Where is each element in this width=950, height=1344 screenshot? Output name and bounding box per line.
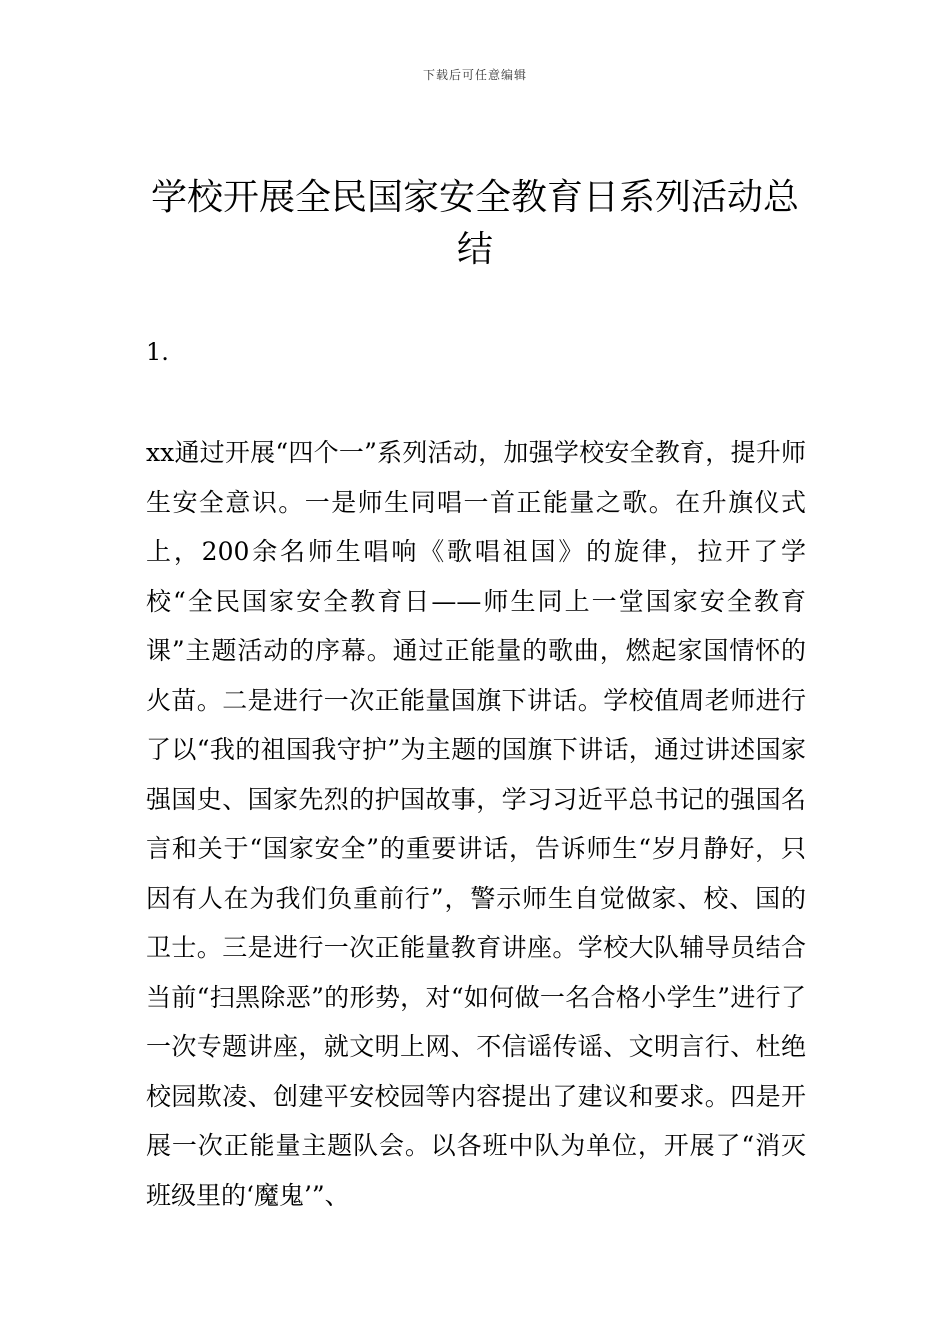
header-note: 下载后可任意编辑	[422, 68, 527, 82]
body-paragraph: xx通过开展“四个一”系列活动，加强学校安全教育，提升师生安全意识。一是师生同唱一首正能量之歌。在升旗仪式上，200余名师生唱响《歌唱祖国》的旋律，拉开了学校“全民国家安全教育日——师生同上一堂国家安全教育课”主题活动的序幕。通过正能量的歌曲，燃起家国情怀的火苗。二是进行一次正能量国旗下讲话。学校值周老师进行了以“我的祖国我守护”为主题的国旗下讲话，通过讲述国家强国史、国家先烈的护国故事，学习习近平总书记的强国名言和关于“国家安全”的重要讲话，告诉师生“岁月静好，只因有人在为我们负重前行”，警示师生自觉做家、校、国的卫士。三是进行一次正能量教育讲座。学校大队辅导员结合当前“扫黑除恶”的形势，对“如何做一名合格小学生”进行了一次专题讲座，就文明上网、不信谣传谣、文明言行、杜绝校园欺凌、创建平安校园等内容提出了建议和要求。四是开展一次正能量主题队会。以各班中队为单位，开展了“消灭班级里的‘魔鬼’”、	[146, 438, 806, 1210]
section-number: 1.	[146, 338, 169, 366]
document-title: 学校开展全民国家安全教育日系列活动总结	[150, 177, 799, 270]
